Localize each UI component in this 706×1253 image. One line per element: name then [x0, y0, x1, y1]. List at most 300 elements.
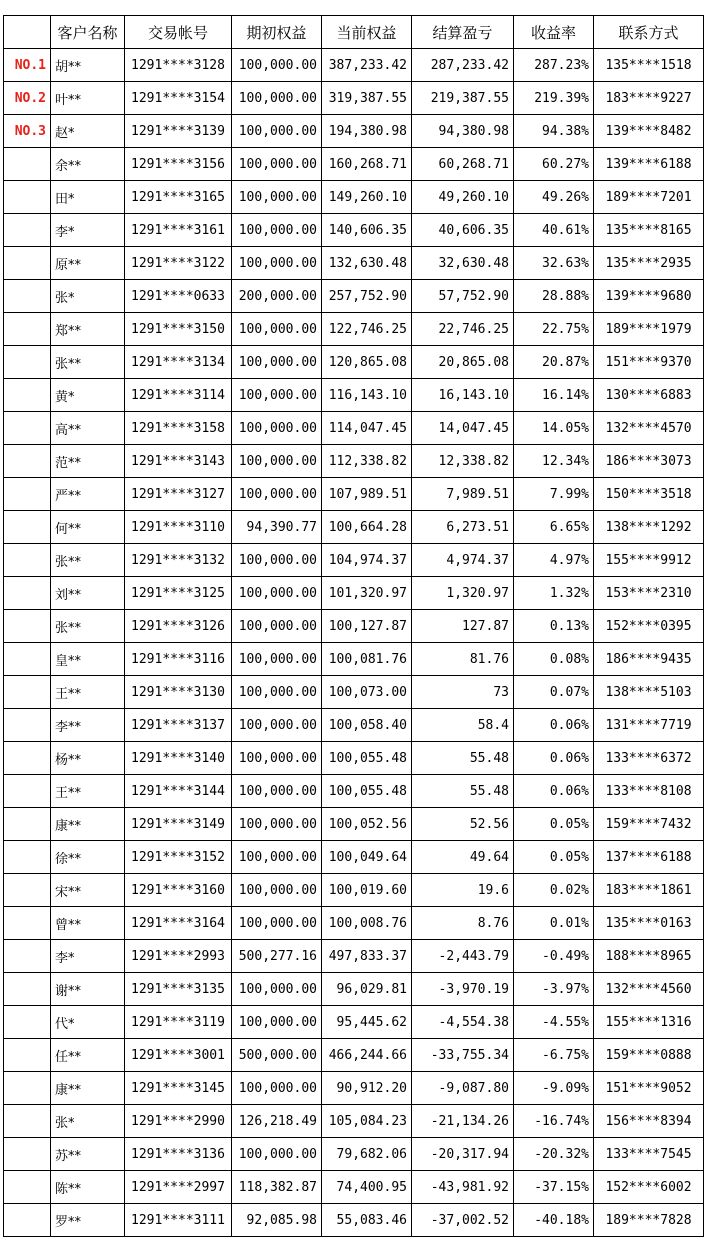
rank-empty: [4, 742, 51, 775]
rank-empty: [4, 148, 51, 181]
cell-account: 1291****3145: [125, 1072, 232, 1105]
cell-current-equity: 79,682.06: [322, 1138, 412, 1171]
cell-contact: 159****7432: [594, 808, 704, 841]
cell-current-equity: 120,865.08: [322, 346, 412, 379]
table-row: [4, 676, 704, 709]
rank-empty: [4, 511, 51, 544]
cell-current-equity: 100,055.48: [322, 742, 412, 775]
column-header-name: 客户名称: [51, 16, 125, 49]
cell-initial-equity: 100,000.00: [232, 445, 322, 478]
cell-initial-equity: 100,000.00: [232, 709, 322, 742]
table-row: [4, 577, 704, 610]
cell-initial-equity: 100,000.00: [232, 313, 322, 346]
cell-initial-equity: 100,000.00: [232, 214, 322, 247]
table-row: [4, 643, 704, 676]
cell-current-equity: 107,989.51: [322, 478, 412, 511]
cell-settled-pnl: -43,981.92: [412, 1171, 514, 1204]
cell-customer-name: 王**: [51, 676, 125, 709]
cell-current-equity: 100,058.40: [322, 709, 412, 742]
cell-initial-equity: 100,000.00: [232, 412, 322, 445]
column-header-contact: 联系方式: [594, 16, 704, 49]
cell-return-rate: -37.15%: [514, 1171, 594, 1204]
cell-customer-name: 张**: [51, 610, 125, 643]
cell-current-equity: 100,081.76: [322, 643, 412, 676]
cell-return-rate: 28.88%: [514, 280, 594, 313]
table-row: [4, 379, 704, 412]
cell-return-rate: 0.06%: [514, 709, 594, 742]
cell-contact: 183****9227: [594, 82, 704, 115]
cell-contact: 189****1979: [594, 313, 704, 346]
cell-account: 1291****3164: [125, 907, 232, 940]
cell-contact: 153****2310: [594, 577, 704, 610]
table-row: [4, 346, 704, 379]
cell-return-rate: 0.07%: [514, 676, 594, 709]
table-row: [4, 280, 704, 313]
cell-customer-name: 罗**: [51, 1204, 125, 1237]
cell-current-equity: 100,073.00: [322, 676, 412, 709]
cell-settled-pnl: 19.6: [412, 874, 514, 907]
rank-empty: [4, 1138, 51, 1171]
cell-customer-name: 何**: [51, 511, 125, 544]
cell-account: 1291****3165: [125, 181, 232, 214]
cell-return-rate: 0.05%: [514, 808, 594, 841]
cell-initial-equity: 126,218.49: [232, 1105, 322, 1138]
rank-empty: [4, 973, 51, 1006]
rank-empty: [4, 643, 51, 676]
table-row: [4, 214, 704, 247]
cell-customer-name: 曾**: [51, 907, 125, 940]
cell-current-equity: 257,752.90: [322, 280, 412, 313]
cell-account: 1291****3125: [125, 577, 232, 610]
cell-settled-pnl: 58.4: [412, 709, 514, 742]
table-row: [4, 313, 704, 346]
cell-initial-equity: 200,000.00: [232, 280, 322, 313]
cell-current-equity: 319,387.55: [322, 82, 412, 115]
cell-account: 1291****2990: [125, 1105, 232, 1138]
cell-initial-equity: 100,000.00: [232, 478, 322, 511]
cell-initial-equity: 100,000.00: [232, 346, 322, 379]
cell-contact: 138****1292: [594, 511, 704, 544]
cell-contact: 133****8108: [594, 775, 704, 808]
rank-empty: [4, 1072, 51, 1105]
cell-current-equity: 100,055.48: [322, 775, 412, 808]
rank-empty: [4, 709, 51, 742]
cell-initial-equity: 100,000.00: [232, 610, 322, 643]
rank-empty: [4, 1105, 51, 1138]
cell-current-equity: 100,664.28: [322, 511, 412, 544]
cell-account: 1291****3114: [125, 379, 232, 412]
cell-return-rate: -3.97%: [514, 973, 594, 1006]
cell-settled-pnl: 57,752.90: [412, 280, 514, 313]
cell-contact: 155****9912: [594, 544, 704, 577]
cell-customer-name: 田*: [51, 181, 125, 214]
cell-return-rate: 0.01%: [514, 907, 594, 940]
cell-return-rate: 0.05%: [514, 841, 594, 874]
cell-customer-name: 杨**: [51, 742, 125, 775]
cell-settled-pnl: 49.64: [412, 841, 514, 874]
table-row: [4, 247, 704, 280]
cell-return-rate: 1.32%: [514, 577, 594, 610]
cell-account: 1291****3136: [125, 1138, 232, 1171]
cell-contact: 130****6883: [594, 379, 704, 412]
cell-settled-pnl: 1,320.97: [412, 577, 514, 610]
cell-return-rate: -40.18%: [514, 1204, 594, 1237]
cell-settled-pnl: -37,002.52: [412, 1204, 514, 1237]
rank-empty: [4, 1171, 51, 1204]
cell-account: 1291****3144: [125, 775, 232, 808]
cell-initial-equity: 100,000.00: [232, 1072, 322, 1105]
cell-initial-equity: 500,277.16: [232, 940, 322, 973]
cell-contact: 152****0395: [594, 610, 704, 643]
cell-contact: 156****8394: [594, 1105, 704, 1138]
table-row: [4, 1105, 704, 1138]
cell-return-rate: 12.34%: [514, 445, 594, 478]
cell-return-rate: 0.02%: [514, 874, 594, 907]
cell-contact: 188****8965: [594, 940, 704, 973]
cell-customer-name: 张*: [51, 280, 125, 313]
cell-return-rate: 0.08%: [514, 643, 594, 676]
cell-initial-equity: 92,085.98: [232, 1204, 322, 1237]
cell-customer-name: 康**: [51, 1072, 125, 1105]
rank-empty: [4, 313, 51, 346]
cell-contact: 132****4560: [594, 973, 704, 1006]
cell-initial-equity: 100,000.00: [232, 577, 322, 610]
cell-current-equity: 100,049.64: [322, 841, 412, 874]
cell-customer-name: 李*: [51, 940, 125, 973]
cell-return-rate: 7.99%: [514, 478, 594, 511]
cell-settled-pnl: 32,630.48: [412, 247, 514, 280]
cell-initial-equity: 500,000.00: [232, 1039, 322, 1072]
column-header-return-rate: 收益率: [514, 16, 594, 49]
cell-return-rate: -4.55%: [514, 1006, 594, 1039]
cell-customer-name: 原**: [51, 247, 125, 280]
table-row: [4, 544, 704, 577]
cell-contact: 131****7719: [594, 709, 704, 742]
cell-settled-pnl: -3,970.19: [412, 973, 514, 1006]
cell-customer-name: 李*: [51, 214, 125, 247]
cell-customer-name: 郑**: [51, 313, 125, 346]
cell-customer-name: 黄*: [51, 379, 125, 412]
cell-return-rate: -16.74%: [514, 1105, 594, 1138]
cell-current-equity: 160,268.71: [322, 148, 412, 181]
cell-settled-pnl: 22,746.25: [412, 313, 514, 346]
table-row: [4, 49, 704, 82]
cell-return-rate: 32.63%: [514, 247, 594, 280]
table-row: [4, 1039, 704, 1072]
cell-contact: 135****1518: [594, 49, 704, 82]
table-row: [4, 874, 704, 907]
table-row: [4, 1204, 704, 1237]
cell-current-equity: 132,630.48: [322, 247, 412, 280]
cell-return-rate: -0.49%: [514, 940, 594, 973]
cell-current-equity: 194,380.98: [322, 115, 412, 148]
cell-initial-equity: 100,000.00: [232, 643, 322, 676]
cell-account: 1291****3158: [125, 412, 232, 445]
cell-contact: 135****2935: [594, 247, 704, 280]
cell-contact: 139****6188: [594, 148, 704, 181]
cell-return-rate: 94.38%: [514, 115, 594, 148]
cell-account: 1291****3149: [125, 808, 232, 841]
cell-customer-name: 陈**: [51, 1171, 125, 1204]
rank-empty: [4, 412, 51, 445]
table-row: [4, 940, 704, 973]
table-row: [4, 1006, 704, 1039]
cell-customer-name: 代*: [51, 1006, 125, 1039]
cell-settled-pnl: 4,974.37: [412, 544, 514, 577]
column-header-account: 交易帐号: [125, 16, 232, 49]
cell-initial-equity: 100,000.00: [232, 82, 322, 115]
cell-settled-pnl: 60,268.71: [412, 148, 514, 181]
cell-current-equity: 55,083.46: [322, 1204, 412, 1237]
cell-customer-name: 刘**: [51, 577, 125, 610]
cell-settled-pnl: -21,134.26: [412, 1105, 514, 1138]
table-row: [4, 973, 704, 1006]
cell-current-equity: 100,052.56: [322, 808, 412, 841]
cell-settled-pnl: 20,865.08: [412, 346, 514, 379]
cell-contact: 189****7201: [594, 181, 704, 214]
cell-current-equity: 95,445.62: [322, 1006, 412, 1039]
cell-settled-pnl: 55.48: [412, 775, 514, 808]
cell-current-equity: 466,244.66: [322, 1039, 412, 1072]
cell-settled-pnl: 14,047.45: [412, 412, 514, 445]
cell-return-rate: 6.65%: [514, 511, 594, 544]
cell-current-equity: 101,320.97: [322, 577, 412, 610]
cell-return-rate: 0.06%: [514, 742, 594, 775]
cell-initial-equity: 94,390.77: [232, 511, 322, 544]
cell-initial-equity: 100,000.00: [232, 115, 322, 148]
cell-account: 1291****3116: [125, 643, 232, 676]
table-row: [4, 1138, 704, 1171]
cell-current-equity: 74,400.95: [322, 1171, 412, 1204]
cell-settled-pnl: 73: [412, 676, 514, 709]
cell-current-equity: 122,746.25: [322, 313, 412, 346]
cell-account: 1291****3161: [125, 214, 232, 247]
cell-return-rate: 219.39%: [514, 82, 594, 115]
cell-return-rate: 40.61%: [514, 214, 594, 247]
rank-empty: [4, 346, 51, 379]
cell-return-rate: 49.26%: [514, 181, 594, 214]
cell-settled-pnl: 6,273.51: [412, 511, 514, 544]
cell-return-rate: -9.09%: [514, 1072, 594, 1105]
table-row: [4, 1072, 704, 1105]
cell-contact: 138****5103: [594, 676, 704, 709]
cell-current-equity: 100,019.60: [322, 874, 412, 907]
cell-contact: 137****6188: [594, 841, 704, 874]
cell-settled-pnl: 55.48: [412, 742, 514, 775]
rank-empty: [4, 940, 51, 973]
cell-account: 1291****3156: [125, 148, 232, 181]
cell-account: 1291****3132: [125, 544, 232, 577]
rank-empty: [4, 379, 51, 412]
table-row: [4, 742, 704, 775]
cell-current-equity: 140,606.35: [322, 214, 412, 247]
cell-return-rate: 0.06%: [514, 775, 594, 808]
cell-account: 1291****3152: [125, 841, 232, 874]
cell-settled-pnl: -9,087.80: [412, 1072, 514, 1105]
cell-initial-equity: 100,000.00: [232, 1006, 322, 1039]
cell-account: 1291****3135: [125, 973, 232, 1006]
cell-initial-equity: 100,000.00: [232, 742, 322, 775]
rank-empty: [4, 577, 51, 610]
cell-initial-equity: 118,382.87: [232, 1171, 322, 1204]
rank-empty: [4, 247, 51, 280]
cell-settled-pnl: 52.56: [412, 808, 514, 841]
cell-initial-equity: 100,000.00: [232, 808, 322, 841]
cell-initial-equity: 100,000.00: [232, 973, 322, 1006]
cell-settled-pnl: 16,143.10: [412, 379, 514, 412]
cell-current-equity: 100,008.76: [322, 907, 412, 940]
rank-empty: [4, 1204, 51, 1237]
cell-contact: 139****8482: [594, 115, 704, 148]
cell-current-equity: 96,029.81: [322, 973, 412, 1006]
table-row: [4, 841, 704, 874]
cell-account: 1291****3127: [125, 478, 232, 511]
cell-account: 1291****2997: [125, 1171, 232, 1204]
cell-initial-equity: 100,000.00: [232, 379, 322, 412]
cell-contact: 133****7545: [594, 1138, 704, 1171]
cell-settled-pnl: 127.87: [412, 610, 514, 643]
cell-settled-pnl: -33,755.34: [412, 1039, 514, 1072]
cell-account: 1291****3130: [125, 676, 232, 709]
column-header-settled-pnl: 结算盈亏: [412, 16, 514, 49]
cell-customer-name: 范**: [51, 445, 125, 478]
rank-empty: [4, 874, 51, 907]
cell-initial-equity: 100,000.00: [232, 49, 322, 82]
rank-header: [4, 16, 51, 49]
table-row: [4, 709, 704, 742]
cell-contact: 183****1861: [594, 874, 704, 907]
cell-settled-pnl: 219,387.55: [412, 82, 514, 115]
cell-return-rate: 14.05%: [514, 412, 594, 445]
cell-account: 1291****3126: [125, 610, 232, 643]
cell-return-rate: -20.32%: [514, 1138, 594, 1171]
cell-initial-equity: 100,000.00: [232, 148, 322, 181]
table-row: [4, 478, 704, 511]
cell-customer-name: 谢**: [51, 973, 125, 1006]
table-row: [4, 907, 704, 940]
rank-empty: [4, 445, 51, 478]
cell-settled-pnl: 49,260.10: [412, 181, 514, 214]
cell-initial-equity: 100,000.00: [232, 775, 322, 808]
cell-contact: 139****9680: [594, 280, 704, 313]
cell-settled-pnl: -20,317.94: [412, 1138, 514, 1171]
cell-settled-pnl: 12,338.82: [412, 445, 514, 478]
rank-empty: [4, 214, 51, 247]
cell-initial-equity: 100,000.00: [232, 544, 322, 577]
cell-return-rate: 60.27%: [514, 148, 594, 181]
cell-settled-pnl: 94,380.98: [412, 115, 514, 148]
cell-customer-name: 任**: [51, 1039, 125, 1072]
cell-settled-pnl: 8.76: [412, 907, 514, 940]
cell-current-equity: 90,912.20: [322, 1072, 412, 1105]
rank-badge: NO.2: [4, 82, 51, 115]
cell-settled-pnl: 7,989.51: [412, 478, 514, 511]
rank-empty: [4, 280, 51, 313]
cell-current-equity: 112,338.82: [322, 445, 412, 478]
table-row: [4, 412, 704, 445]
cell-contact: 155****1316: [594, 1006, 704, 1039]
cell-contact: 135****0163: [594, 907, 704, 940]
cell-account: 1291****3137: [125, 709, 232, 742]
cell-customer-name: 张*: [51, 1105, 125, 1138]
cell-account: 1291****3128: [125, 49, 232, 82]
cell-customer-name: 苏**: [51, 1138, 125, 1171]
cell-contact: 135****8165: [594, 214, 704, 247]
cell-contact: 132****4570: [594, 412, 704, 445]
cell-contact: 186****9435: [594, 643, 704, 676]
cell-settled-pnl: 81.76: [412, 643, 514, 676]
cell-account: 1291****3001: [125, 1039, 232, 1072]
cell-current-equity: 100,127.87: [322, 610, 412, 643]
cell-contact: 189****7828: [594, 1204, 704, 1237]
cell-return-rate: -6.75%: [514, 1039, 594, 1072]
column-header-initial-equity: 期初权益: [232, 16, 322, 49]
table-row: [4, 610, 704, 643]
cell-initial-equity: 100,000.00: [232, 841, 322, 874]
cell-account: 1291****3111: [125, 1204, 232, 1237]
cell-return-rate: 0.13%: [514, 610, 594, 643]
rank-empty: [4, 181, 51, 214]
cell-customer-name: 宋**: [51, 874, 125, 907]
rank-badge: NO.1: [4, 49, 51, 82]
cell-customer-name: 高**: [51, 412, 125, 445]
table-row: [4, 148, 704, 181]
cell-contact: 159****0888: [594, 1039, 704, 1072]
cell-contact: 151****9370: [594, 346, 704, 379]
cell-customer-name: 张**: [51, 346, 125, 379]
table-row: [4, 115, 704, 148]
cell-return-rate: 20.87%: [514, 346, 594, 379]
cell-current-equity: 497,833.37: [322, 940, 412, 973]
cell-account: 1291****3119: [125, 1006, 232, 1039]
cell-account: 1291****3154: [125, 82, 232, 115]
cell-current-equity: 387,233.42: [322, 49, 412, 82]
cell-customer-name: 李**: [51, 709, 125, 742]
cell-current-equity: 149,260.10: [322, 181, 412, 214]
table-row: [4, 1171, 704, 1204]
cell-customer-name: 叶**: [51, 82, 125, 115]
cell-account: 1291****3110: [125, 511, 232, 544]
cell-return-rate: 22.75%: [514, 313, 594, 346]
cell-initial-equity: 100,000.00: [232, 1138, 322, 1171]
table-row: [4, 181, 704, 214]
rank-empty: [4, 808, 51, 841]
cell-customer-name: 徐**: [51, 841, 125, 874]
cell-account: 1291****3134: [125, 346, 232, 379]
cell-initial-equity: 100,000.00: [232, 676, 322, 709]
rank-empty: [4, 1006, 51, 1039]
cell-return-rate: 4.97%: [514, 544, 594, 577]
cell-account: 1291****3140: [125, 742, 232, 775]
cell-return-rate: 287.23%: [514, 49, 594, 82]
cell-account: 1291****3122: [125, 247, 232, 280]
cell-customer-name: 严**: [51, 478, 125, 511]
cell-contact: 150****3518: [594, 478, 704, 511]
cell-account: 1291****2993: [125, 940, 232, 973]
cell-customer-name: 余**: [51, 148, 125, 181]
cell-customer-name: 胡**: [51, 49, 125, 82]
cell-customer-name: 王**: [51, 775, 125, 808]
cell-initial-equity: 100,000.00: [232, 181, 322, 214]
table-row: [4, 808, 704, 841]
rank-empty: [4, 478, 51, 511]
cell-customer-name: 张**: [51, 544, 125, 577]
cell-contact: 186****3073: [594, 445, 704, 478]
cell-initial-equity: 100,000.00: [232, 247, 322, 280]
rank-empty: [4, 841, 51, 874]
cell-settled-pnl: 40,606.35: [412, 214, 514, 247]
table-body: [4, 49, 704, 1237]
